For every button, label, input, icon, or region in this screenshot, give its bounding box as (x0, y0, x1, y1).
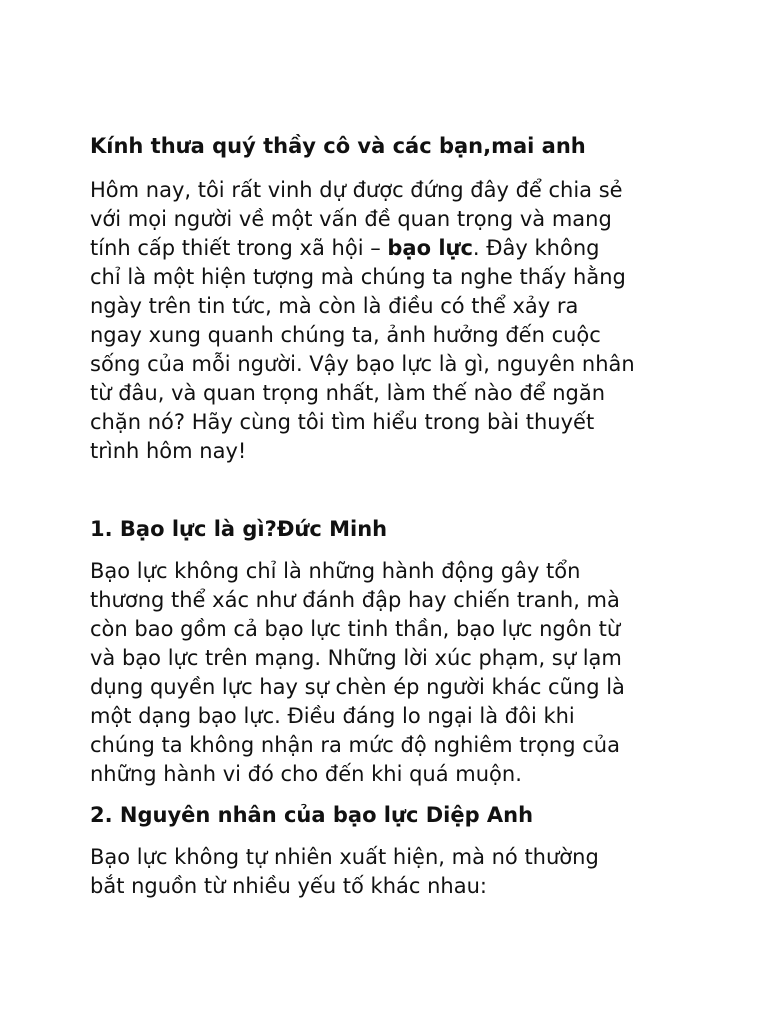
intro-line: ngay xung quanh chúng ta, ảnh hưởng đến cuộc (90, 323, 601, 347)
section1-line: còn bao gồm cả bạo lực tinh thần, bạo lực ngôn từ (90, 617, 621, 641)
intro-line: ngày trên tin tức, mà còn là điều có thể xảy ra (90, 294, 579, 318)
intro-line (90, 234, 690, 263)
intro-line: với mọi người về một vấn đề quan trọng và mang (90, 207, 612, 231)
intro-line: từ đâu, và quan trọng nhất, làm thế nào để ngăn (90, 381, 606, 405)
section2-paragraph (90, 843, 690, 901)
greeting-heading: Kính thưa quý thầy cô và các bạn,mai anh (90, 134, 586, 158)
section1-line: chúng ta không nhận ra mức độ nghiêm trọng của (90, 733, 620, 757)
section1-heading: 1. Bạo lực là gì?Đức Minh (90, 517, 388, 541)
intro-line: Hôm nay, tôi rất vinh dự được đứng đây để chia sẻ (90, 178, 623, 202)
intro-line: sống của mỗi người. Vậy bạo lực là gì, nguyên nhân (90, 352, 635, 376)
document-page (90, 130, 690, 901)
section2-line: Bạo lực không tự nhiên xuất hiện, mà nó thường (90, 845, 599, 869)
intro-line: chặn nó? Hãy cùng tôi tìm hiểu trong bài thuyết (90, 410, 595, 434)
bold-term: bạo lực (387, 236, 473, 260)
section1-line: dụng quyền lực hay sự chèn ép người khác cũng là (90, 675, 625, 699)
intro-paragraph (90, 176, 690, 466)
section1-line: một dạng bạo lực. Điều đáng lo ngại là đôi khi (90, 704, 575, 728)
section1-line: thương thể xác như đánh đập hay chiến tranh, mà (90, 588, 620, 612)
section2-line: bắt nguồn từ nhiều yếu tố khác nhau: (90, 874, 487, 898)
section1-line: những hành vi đó cho đến khi quá muộn. (90, 762, 522, 786)
intro-line: chỉ là một hiện tượng mà chúng ta nghe thấy hằng (90, 265, 626, 289)
intro-line: trình hôm nay! (90, 439, 247, 463)
section2-heading: 2. Nguyên nhân của bạo lực Diệp Anh (90, 803, 534, 827)
section1-paragraph (90, 557, 690, 789)
section1-line: và bạo lực trên mạng. Những lời xúc phạm, sự lạm (90, 646, 622, 670)
section1-line: Bạo lực không chỉ là những hành động gây tổn (90, 559, 581, 583)
intro-text: tính cấp thiết trong xã hội – (90, 236, 388, 260)
intro-text: . Đây không (472, 236, 600, 260)
